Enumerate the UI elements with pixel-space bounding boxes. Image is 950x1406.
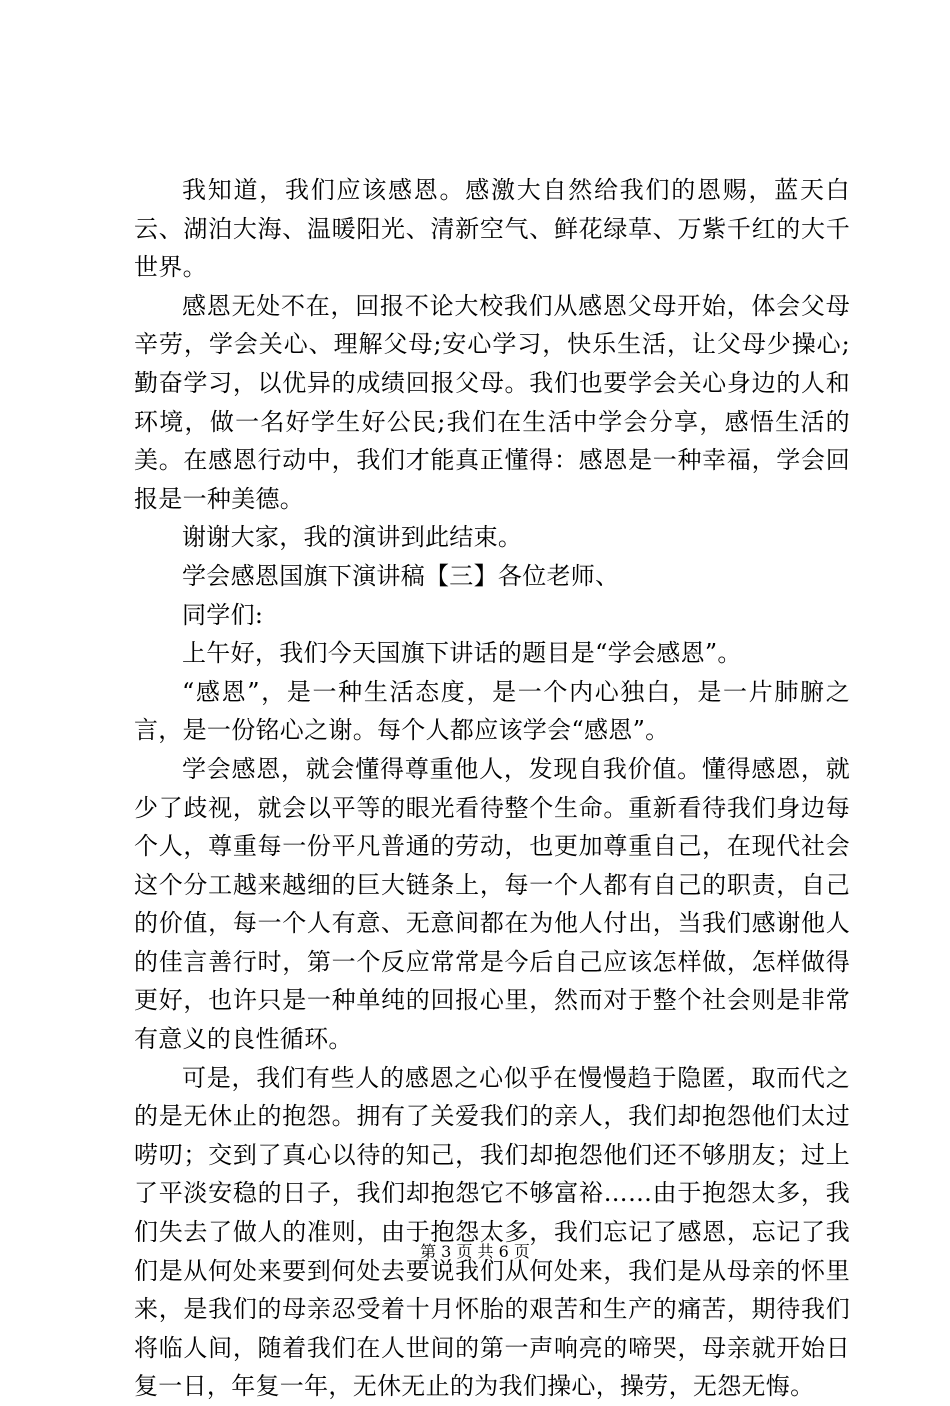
page-footer: 第 3 页 共 6 页 [420, 1242, 530, 1261]
paragraph-2: 感恩无处不在，回报不论大校我们从感恩父母开始，体会父母辛劳，学会关心、理解父母;安心学习，快乐生活，让父母少操心;勤奋学习，以优异的成绩回报父母。我们也要学会关心身边的人和环境，做一名好学生好公民;我们在生活中学会分享，感悟生活的美。在感恩行动中，我们才能真正懂得：感恩是一种幸福，学会回报是一种美德。 [134, 291, 850, 513]
paragraph-1: 我知道，我们应该感恩。感激大自然给我们的恩赐，蓝天白云、湖泊大海、温暖阳光、清新空气、鲜花绿草、万紫千红的大千世界。 [134, 176, 850, 282]
document-body [134, 171, 850, 1406]
paragraph-8: 学会感恩，就会懂得尊重他人，发现自我价值。懂得感恩，就少了歧视，就会以平等的眼光看待整个生命。重新看待我们身边每个人，尊重每一份平凡普通的劳动，也更加尊重自己，在现代社会这个分工越来越细的巨大链条上，每一个人都有自己的职责，自己的价值，每一个人有意、无意间都在为他人付出，当我们感谢他人的佳言善行时，第一个反应常常是今后自己应该怎样做，怎样做得更好，也许只是一种单纯的回报心里，然而对于整个社会则是非常有意义的良性循环。 [134, 754, 850, 1054]
paragraph-6: 上午好，我们今天国旗下讲话的题目是“学会感恩”。 [182, 639, 742, 668]
paragraph-9: 可是，我们有些人的感恩之心似乎在慢慢趋于隐匿，取而代之的是无休止的抱怨。拥有了关爱我们的亲人，我们却抱怨他们太过唠叨；交到了真心以待的知己，我们却抱怨他们还不够朋友；过上了平淡安稳的日子，我们却抱怨它不够富裕……由于抱怨太多，我们失去了做人的准则，由于抱怨太多，我们忘记了感恩，忘记了我们是从何处来要到何处去要说我们从何处来，我们是从母亲的怀里来，是我们的母亲忍受着十月怀胎的艰苦和生产的痛苦，期待我们将临人间，随着我们在人世间的第一声响亮的啼哭，母亲就开始日复一日，年复一年，无休无止的为我们操心，操劳，无怨无悔。 [134, 1063, 850, 1401]
paragraph-5: 同学们: [182, 600, 264, 629]
paragraph-4: 学会感恩国旗下演讲稿【三】各位老师、 [182, 561, 620, 590]
paragraph-7: “感恩”，是一种生活态度，是一个内心独白，是一片肺腑之言，是一份铭心之谢。每个人都应该学会“感恩”。 [134, 677, 850, 745]
paragraph-3: 谢谢大家，我的演讲到此结束。 [182, 523, 523, 552]
